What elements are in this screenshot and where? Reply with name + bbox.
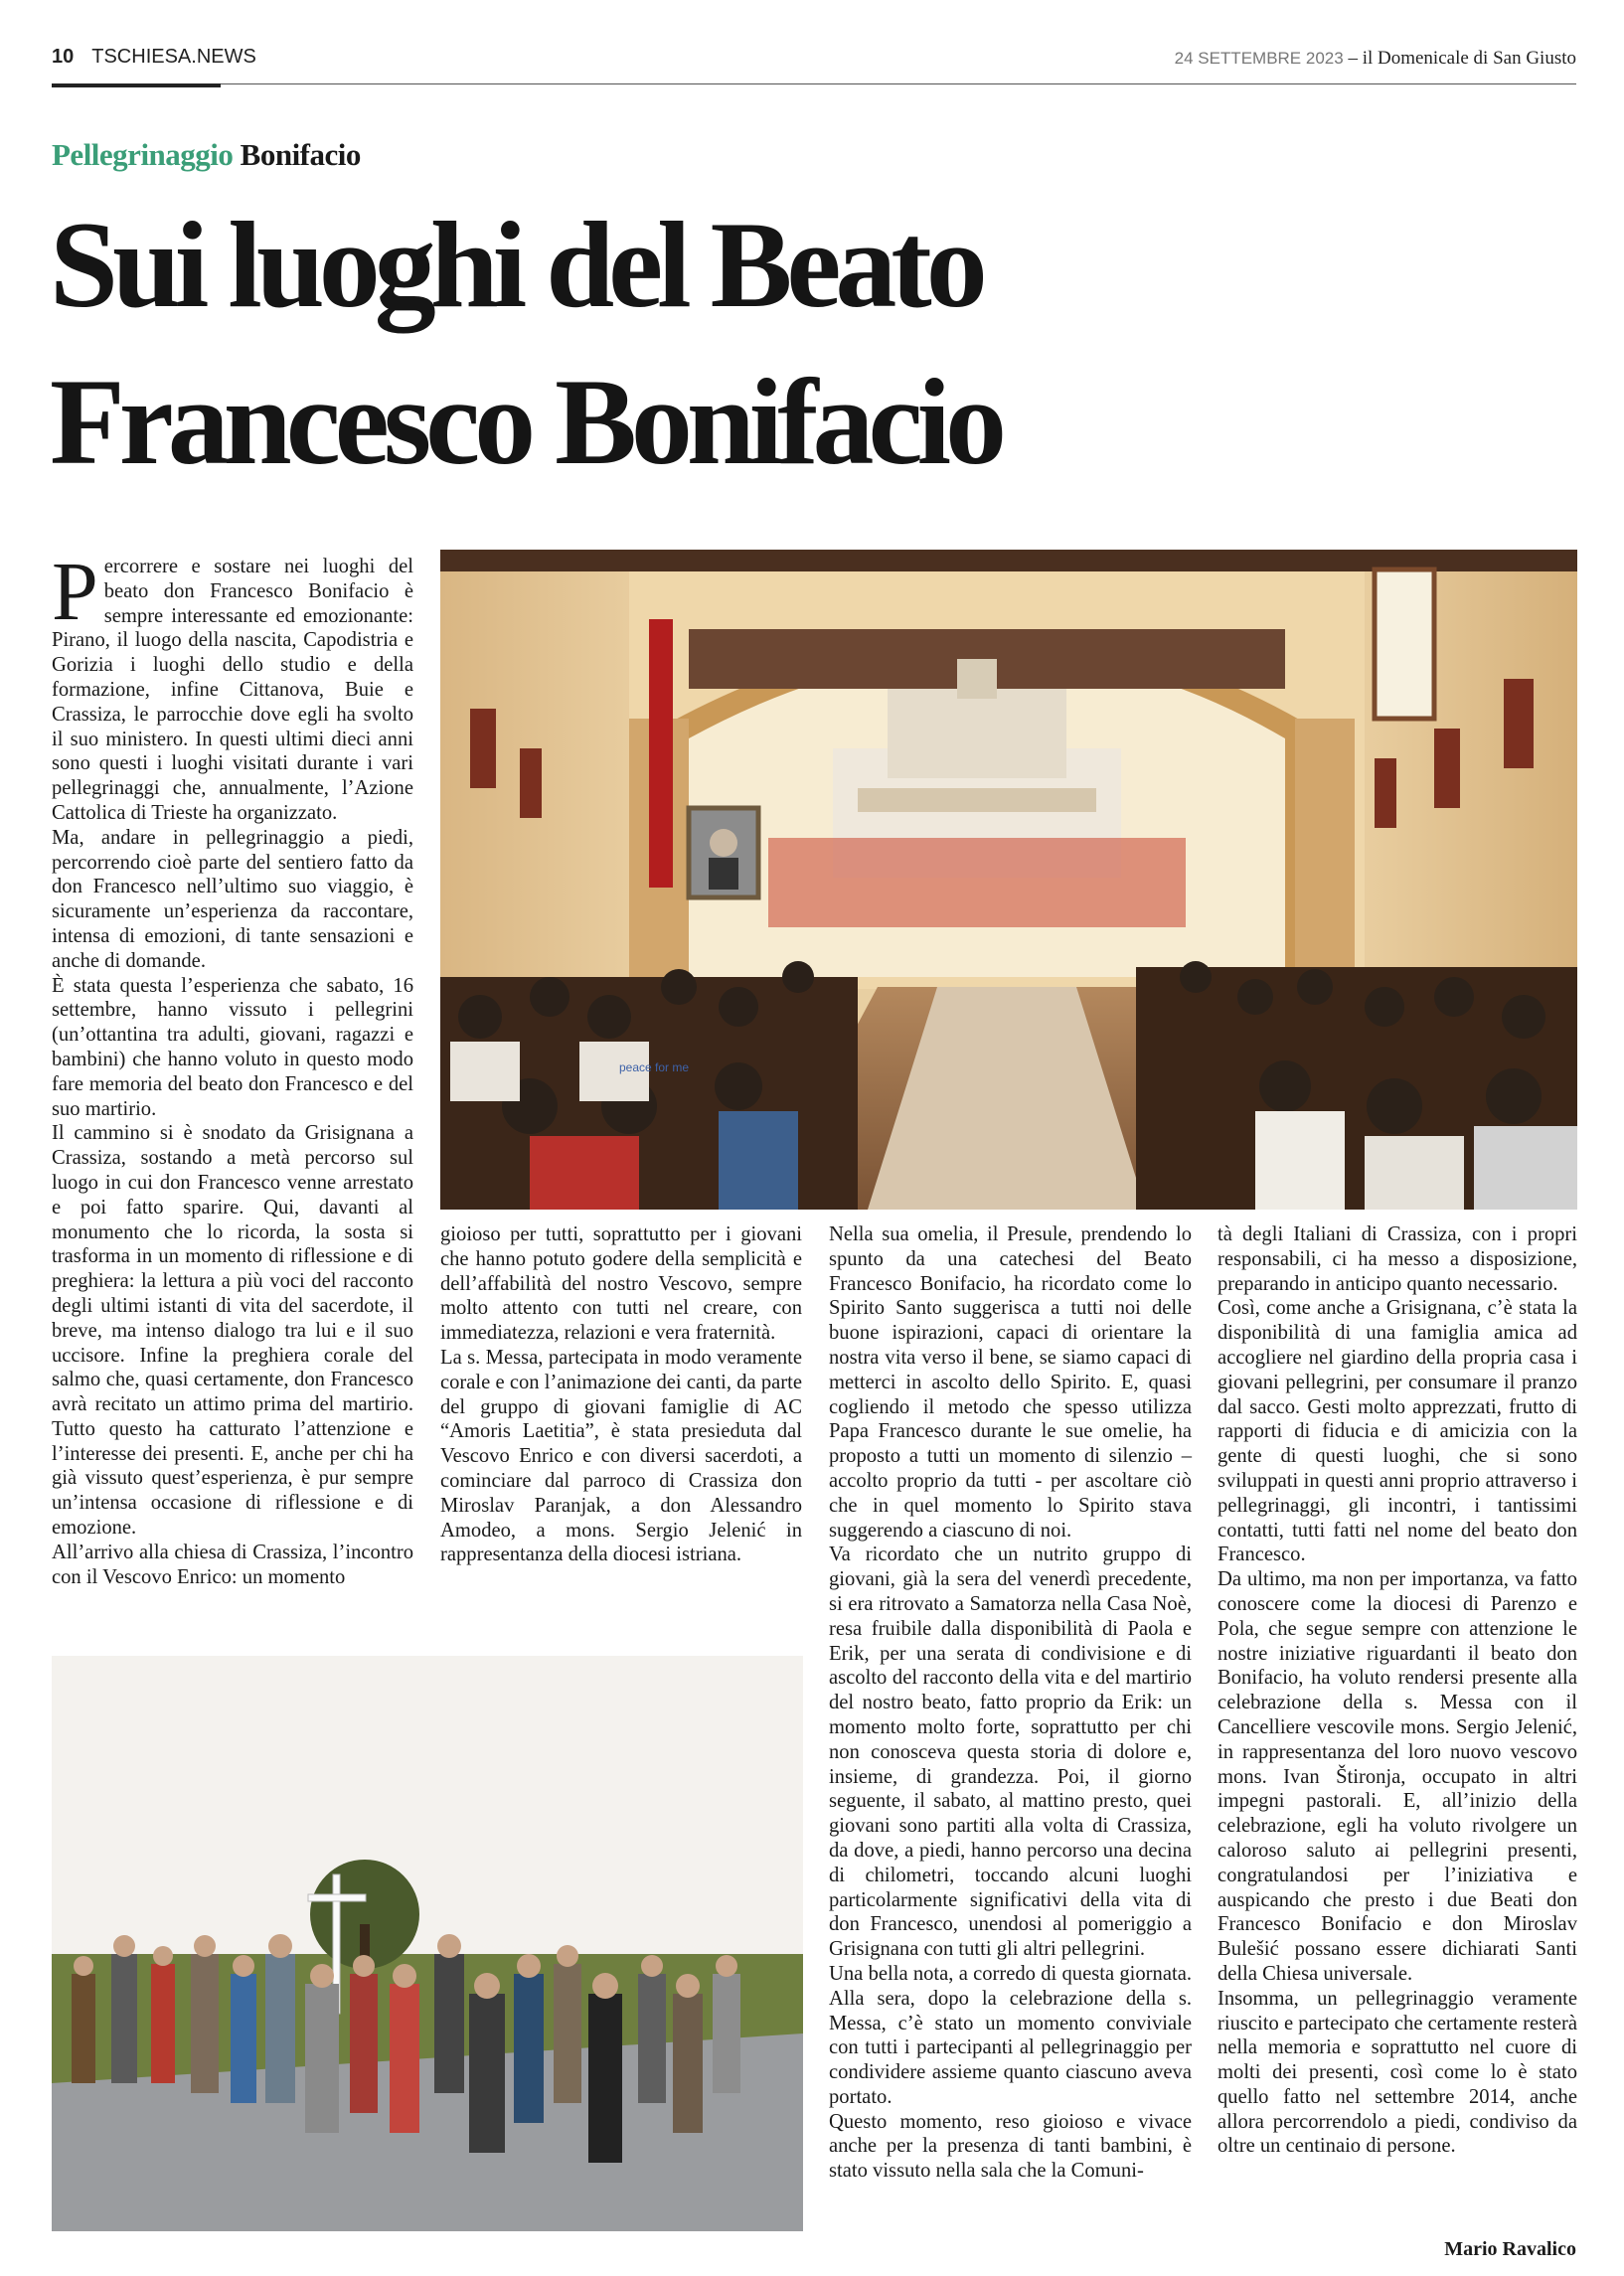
kicker-topic: Bonifacio: [240, 137, 361, 172]
site-name: TSCHIESA.NEWS: [91, 46, 256, 68]
header-right: [1175, 48, 1576, 70]
page-number: 10: [52, 46, 75, 68]
drop-cap: P: [52, 546, 98, 638]
page-header: [52, 46, 1576, 84]
headline: [50, 187, 1441, 501]
paragraph: Ma, andare in pellegrinaggio a piedi, percorrendo cioè parte del sentiero fatto da don Francesco nell’ultimo suo viaggio, è sicuramente un’esperienza da raccontare, intensa di emozioni, di tante sensazioni e anche di domande.: [52, 826, 413, 972]
paragraph: Una bella nota, a corredo di questa giornata. Alla sera, dopo la celebrazione della s. Messa, c’è stato un momento conviviale con tutti i partecipanti al pellegrinaggio per condividere assieme quanto ciascuno aveva portato.: [829, 1962, 1192, 2108]
paragraph-text: ercorrere e sostare nei luoghi del beato don Francesco Bonifacio è sempre interessante ed emozionante: Pirano, il luogo della nascita, Capodistria e Gorizia i luoghi dello studio e della formazione, infine Cittanova, Buie e Crassiza, le parrocchie dove egli ha svolto il suo ministero. In questi ultimi dieci anni sono questi i luoghi visitati durante i vari pellegrinaggi che, annualmente, l’Azione Cattolica di Trieste ha organizzato.: [52, 556, 413, 824]
header-left: [52, 46, 256, 69]
paragraph: tà degli Italiani di Crassiza, con i propri responsabili, ci ha messo a disposizione, preparando in anticipo quanto necessario.: [1218, 1223, 1577, 1295]
headline-line-1: Sui luoghi del Beato: [50, 197, 982, 333]
church-interior-photo: [440, 550, 1577, 1210]
paragraph: Questo momento, reso gioioso e vivace anche per la presenza di tanti bambini, è stato vissuto nella sala che la Comuni-: [829, 2110, 1192, 2183]
header-accent-bar: [52, 83, 221, 87]
publication-name: il Domenicale di San Giusto: [1362, 48, 1576, 69]
pilgrims-outdoor-illustration: [52, 1656, 803, 2231]
article-column-4: [1218, 1222, 1577, 2159]
article-column-1: [52, 546, 413, 1589]
paragraph: Nella sua omelia, il Presule, prendendo lo spunto da una catechesi del Beato Francesco Bonifacio, ha ricordato come lo Spirito Santo suggerisca a tutti noi delle buone ispirazioni, capaci di orientare la nostra vita verso il bene, se siamo capaci di metterci in ascolto dello Spirito. E, quasi cogliendo il metodo che spesso utilizza Papa Francesco durante le sue omelie, ha proposto a tutti un momento di silenzio – accolto proprio da tutti - per ascoltare ciò che in quel momento lo Spirito stava suggerendo a ciascuno di noi.: [829, 1223, 1192, 1542]
paragraph: Il cammino si è snodato da Grisignana a Crassiza, sostando a metà percorso sul luogo in cui don Francesco venne arrestato e poi fatto sparire. Qui, davanti al monumento che lo ricorda, la sosta si trasforma in un momento di riflessione e di preghiera: la lettura a più voci del racconto degli ultimi istanti di vita del sacerdote, il breve, ma intenso dialogo tra lui e il suo uccisore. Infine la preghiera corale del salmo che, quasi certamente, don Francesco avrà recitato un attimo prima del martirio. Tutto questo ha catturato l’attenzione e l’interesse dei presenti. E, anche per chi ha già vissuto quest’esperienza, è pur sempre un’intensa occasione di riflessione e di emozione.: [52, 1122, 413, 1540]
pilgrims-outdoor-photo: [52, 1656, 803, 2231]
paragraph: Da ultimo, ma non per importanza, va fatto conoscere come la diocesi di Parenzo e Pola, che segue sempre con attenzione le nostre iniziative riguardanti il beato don Bonifacio, ha voluto rendersi presente alla celebrazione della s. Messa con il Cancelliere vescovile mons. Sergio Jelenić, in rappresentanza del loro nuovo vescovo mons. Ivan Štironja, occupato in altri impegni pastorali. E, all’inizio della celebrazione, egli ha voluto rivolgere un caloroso saluto ai pellegrini presenti, congratulandosi per l’iniziativa e auspicando che presto i due Beati don Francesco Bonifacio e don Miroslav Bulešić possano essere dichiarati Santi della Chiesa universale.: [1218, 1568, 1577, 1985]
paragraph: È stata questa l’esperienza che sabato, 16 settembre, hanno vissuto i pellegrini (un’ottantina tra adulti, giovani, ragazzi e bambini) che hanno voluto in questo modo fare memoria del beato don Francesco e del suo martirio.: [52, 974, 413, 1120]
issue-date: 24 SETTEMBRE 2023: [1174, 49, 1344, 68]
article-column-2: [440, 1222, 802, 1567]
church-interior-illustration: [440, 550, 1577, 1210]
headline-line-2: Francesco Bonifacio: [50, 354, 1002, 490]
paragraph: [52, 546, 413, 826]
paragraph: gioioso per tutti, soprattutto per i giovani che hanno potuto godere della semplicità e dell’affabilità del nostro Vescovo, sempre molto attento con tutti nel creare, con immediatezza, relazioni e vera fraternità.: [440, 1223, 802, 1345]
header-separator: –: [1343, 48, 1363, 69]
kicker-section: Pellegrinaggio: [52, 137, 234, 172]
shirt-print-text: peace for me: [619, 1060, 690, 1074]
paragraph: Insomma, un pellegrinaggio veramente riuscito e partecipato che certamente resterà nella memoria e soprattutto nel cuore di molti dei presenti, così come lo è stato quello fatto nel settembre 2014, anche allora percorrendolo a piedi, condiviso da oltre un centinaio di persone.: [1218, 1987, 1577, 2158]
paragraph: La s. Messa, partecipata in modo veramente corale e con l’animazione dei canti, da parte del gruppo di giovani famiglie di AC “Amoris Laetitia”, è stata presieduta dal Vescovo Enrico e con diversi sacerdoti, a cominciare dal parroco di Crassiza don Miroslav Paranjak, a don Alessandro Amodeo, a mons. Sergio Jelenić in rappresentanza della diocesi istriana.: [440, 1346, 802, 1566]
paragraph: All’arrivo alla chiesa di Crassiza, l’incontro con il Vescovo Enrico: un momento: [52, 1541, 413, 1588]
paragraph: Va ricordato che un nutrito gruppo di giovani, già la sera del venerdì precedente, si era ritrovato a Samatorza nella Casa Noè, resa fruibile dalla disponibilità di Paola e Erik, per una serata di condivisione e di ascolto del racconto della vita e del martirio del nostro beato, fatto proprio da Erik: un momento molto forte, soprattutto per chi non conosceva questa storia di dolore e, insieme, di grandezza. Poi, il giorno seguente, il sabato, al mattino presto, quei giovani sono partiti alla volta di Crassiza, da dove, a piedi, hanno percorso una decina di chilometri, toccando alcuni luoghi particolarmente significativi della vita di don Francesco, unendosi al pomeriggio a Grisignana con tutti gli altri pellegrini.: [829, 1544, 1192, 1961]
article-column-3: [829, 1222, 1192, 2184]
author-byline: Mario Ravalico: [1444, 2238, 1576, 2260]
paragraph: Così, come anche a Grisignana, c’è stata la disponibilità di una famiglia amica ad accogliere nel giardino della propria casa i giovani pellegrini, per consumare il pranzo dal sacco. Gesti molto apprezzati, frutto di rapporti di fiducia e di amicizia con la gente di questi luoghi, che si sono sviluppati in questi anni proprio attraverso i pellegrinaggi, gli incontri, i tantissimi contatti, tutti fatti nel nome del beato don Francesco.: [1218, 1297, 1577, 1566]
kicker: [52, 137, 361, 173]
